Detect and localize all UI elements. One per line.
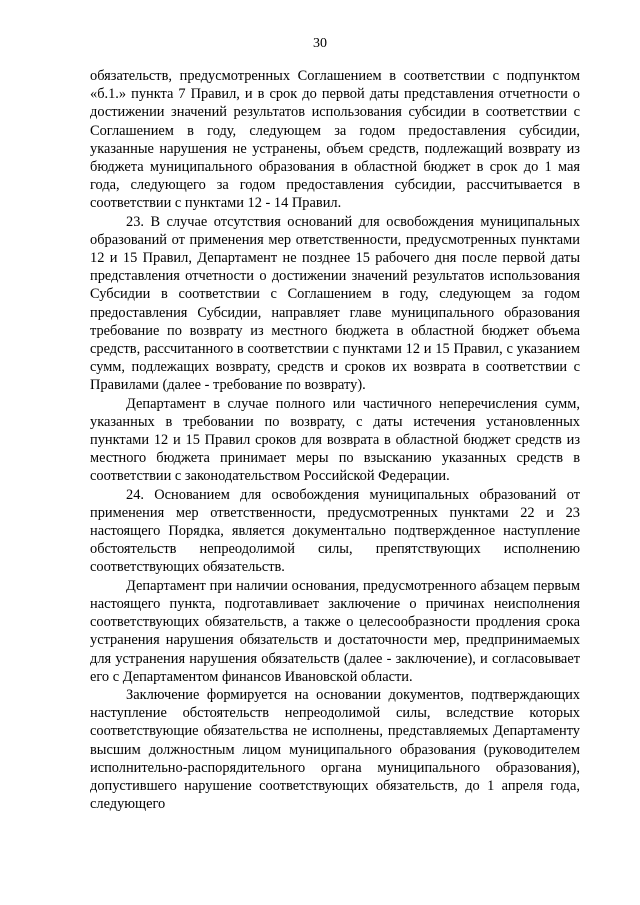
paragraph-item-23: 23. В случае отсутствия оснований для освобождения муниципальных образований от применения мер ответственности, предусмотренных пунктами 12 и 15 Правил, Департамент не позднее 15 рабочего дня после первой даты представления отчетности о достижении значений результатов использования Субсидии в соответствии с Соглашением в году, следующем за годом предоставления Субсидии, направляет главе муниципального образования требование по возврату из местного бюджета в областной бюджет объема средств, рассчитанного в соответствии с пунктами 12 и 15 Правил, с указанием сумм, подлежащих возврату, средств и сроков их возврата в соответствии с Правилами (далее - требование по возврату). xyxy=(90,213,580,394)
page-body xyxy=(90,67,580,813)
paragraph-continuation: обязательств, предусмотренных Соглашением в соответствии с подпунктом «б.1.» пункта 7 Правил, и в срок до первой даты представления отчетности о достижении значений результатов использования субсидии в соответствии с Соглашением в году, следующем за годом предоставления субсидии, указанные нарушения не устранены, объем средств, подлежащий возврату из бюджета муниципального образования в областной бюджет в срок до 1 мая года, следующего за годом предоставления субсидии, рассчитывается в соответствии с пунктами 12 - 14 Правил. xyxy=(90,68,580,212)
paragraph-item-24: 24. Основанием для освобождения муниципальных образований от применения мер ответственности, предусмотренных пунктами 22 и 23 настоящего Порядка, является документально подтвержденное наступление обстоятельств непреодолимой силы, препятствующих исполнению соответствующих обязательств. xyxy=(90,486,580,576)
paragraph-conclusion-preparation: Департамент при наличии основания, предусмотренного абзацем первым настоящего пункта, подготавливает заключение о причинах неисполнения соответствующих обязательств, а также о целесообразности продления срока устранения нарушения обязательств и достаточности мер, предпринимаемых для устранения нарушения обязательств (далее - заключение), и согласовывает его с Департаментом финансов Ивановской области. xyxy=(90,577,580,685)
paragraph-conclusion-basis: Заключение формируется на основании документов, подтверждающих наступление обстоятельств непреодолимой силы, вследствие которых соответствующие обязательства не исполнены, представляемых Департаменту высшим должностным лицом муниципального образования (руководителем исполнительно-распорядительного органа муниципального образования), допустившего нарушение соответствующих обязательств, до 1 апреля года, следующего xyxy=(90,686,580,813)
paragraph-recovery-measures: Департамент в случае полного или частичного неперечисления сумм, указанных в требовании по возврату, с даты истечения установленных пунктами 12 и 15 Правил сроков для возврата в областной бюджет средств из местного бюджета принимает меры по взысканию указанных средств в соответствии с законодательством Российской Федерации. xyxy=(90,395,580,485)
page-number: 30 xyxy=(313,36,327,51)
